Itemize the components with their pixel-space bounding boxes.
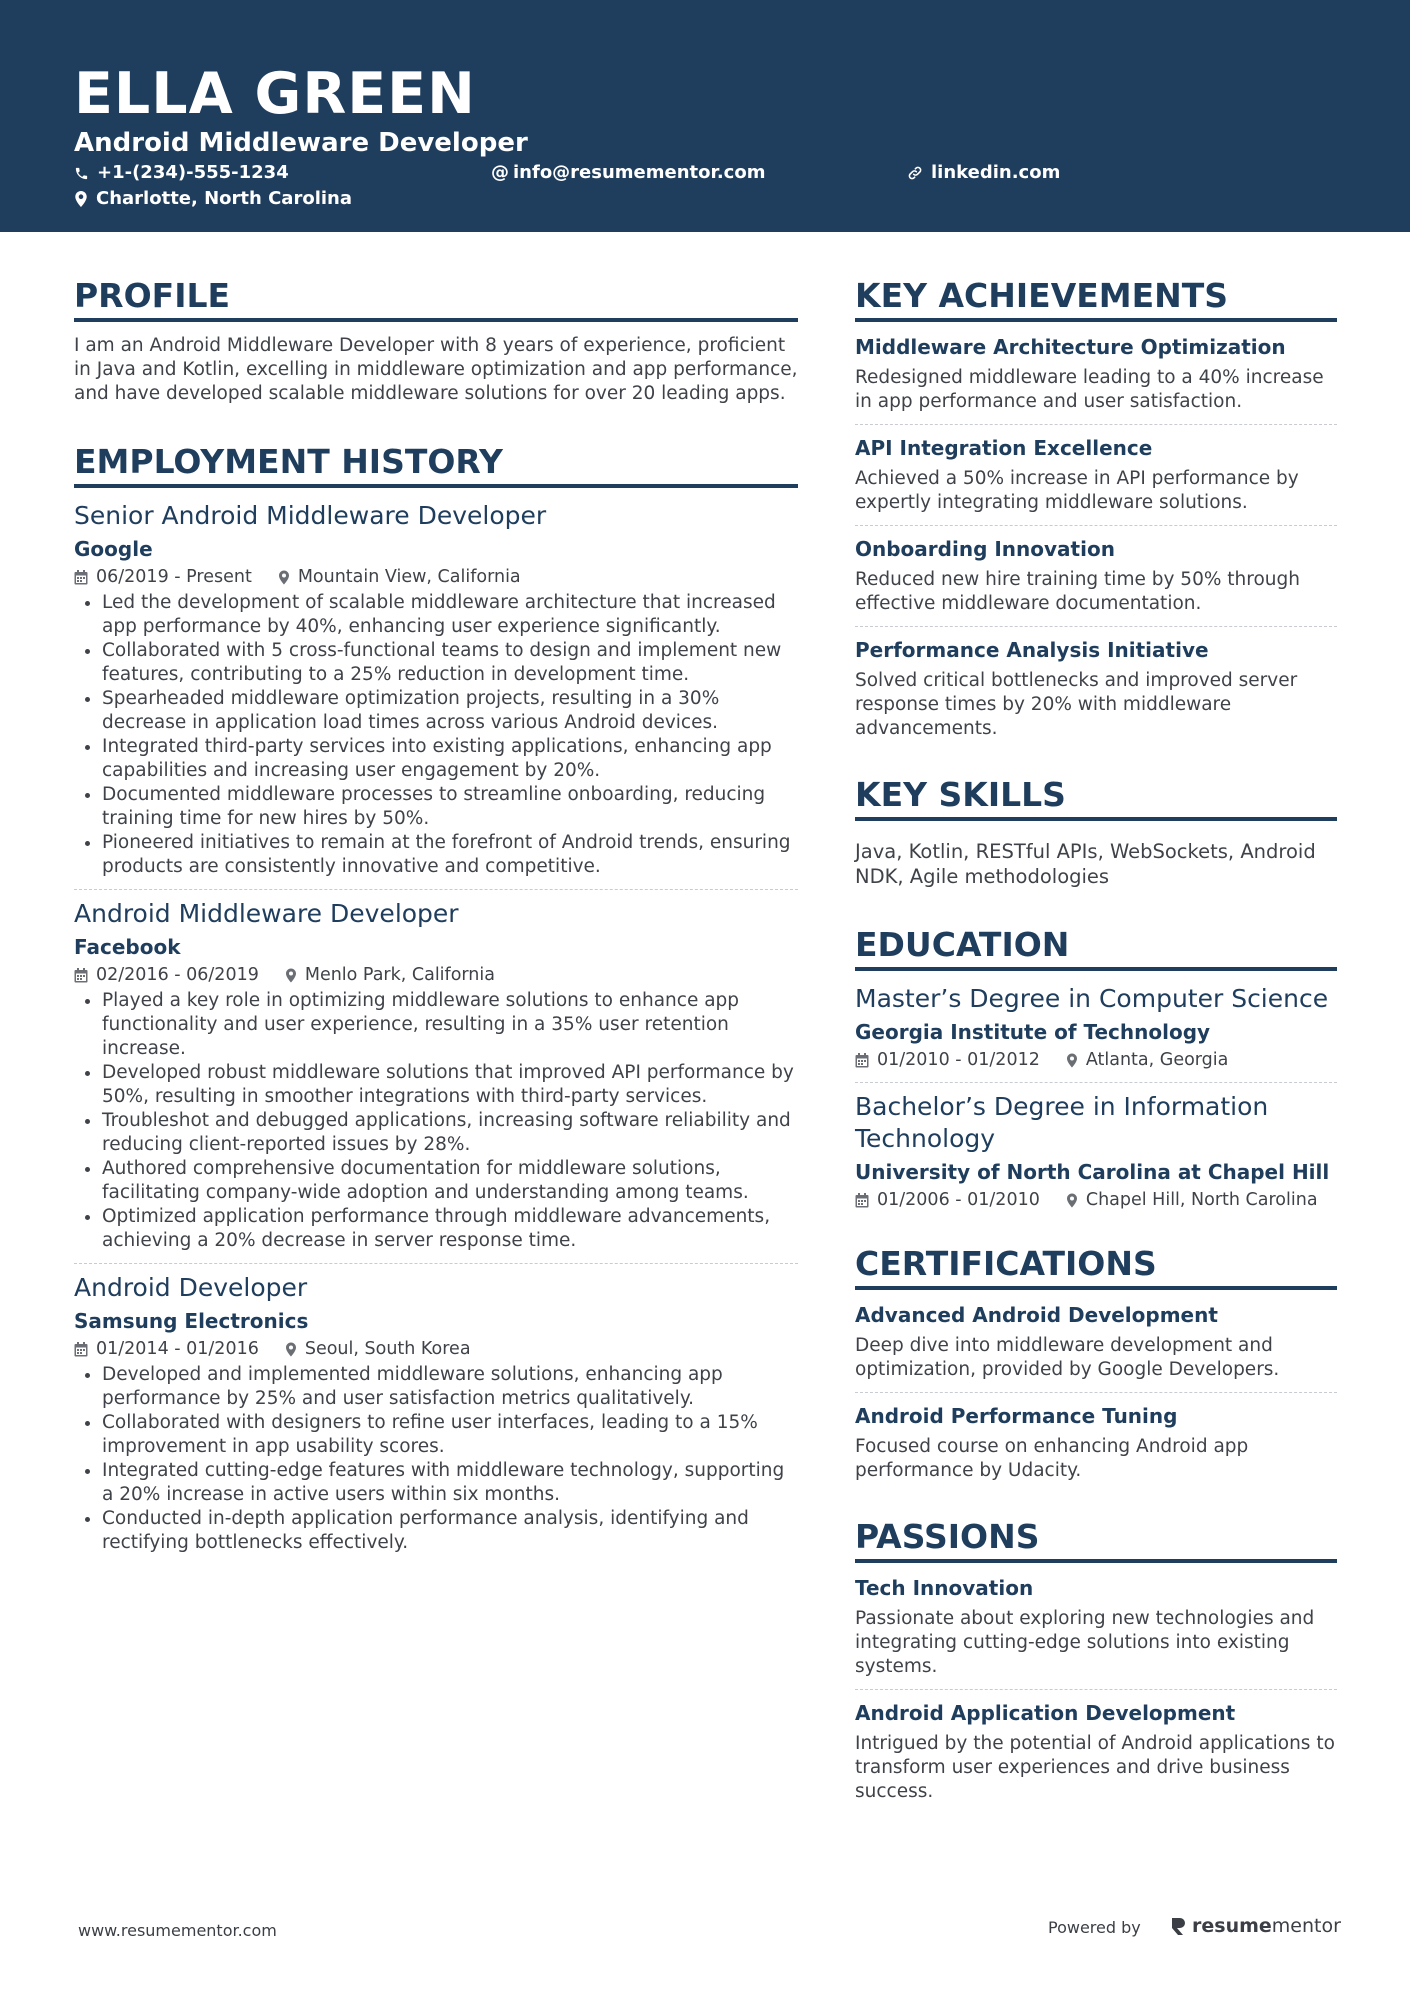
company-name: Google: [74, 537, 153, 561]
location-pin-icon: [1066, 1193, 1078, 1208]
calendar-icon: [74, 968, 88, 983]
achievements-section: [855, 276, 1337, 741]
header: [0, 0, 1410, 232]
bullet-item: • Troubleshot and debugged applications, increasing software reliability and reducing client-reported issues by 28%.: [102, 1109, 798, 1157]
right-column: [855, 276, 1337, 1804]
job-dates: 01/2014 - 01/2016: [96, 1339, 259, 1359]
footer-url[interactable]: www.resumementor.com: [78, 1921, 277, 1940]
achievement-item: [855, 435, 1337, 526]
bullet-item: • Spearheaded middleware optimization projects, resulting in a 30% decrease in application load times across various Android devices.: [102, 687, 798, 735]
location-text: Charlotte, North Carolina: [96, 188, 352, 209]
achievement-title: Middleware Architecture Optimization: [855, 335, 1286, 359]
education-heading: EDUCATION: [855, 925, 1337, 971]
divider: [855, 525, 1337, 526]
passion-title: Android Application Development: [855, 1701, 1236, 1725]
certification-item: [855, 1302, 1337, 1393]
divider: [855, 1689, 1337, 1690]
education-item: [855, 1091, 1337, 1212]
achievement-title: Performance Analysis Initiative: [855, 638, 1209, 662]
achievement-desc: Solved critical bottlenecks and improved server response times by 20% with middleware advancements.: [855, 670, 1298, 739]
education-item: [855, 983, 1337, 1083]
linkedin-contact[interactable]: [907, 161, 1060, 185]
job-location: Menlo Park, California: [304, 965, 495, 985]
bullet-item: • Integrated third-party services into existing applications, enhancing app capabilities and increasing user engagement by 20%.: [102, 735, 798, 783]
school-name: Georgia Institute of Technology: [855, 1020, 1211, 1044]
job-title: Senior Android Middleware Developer: [74, 501, 547, 530]
job-dates: 02/2016 - 06/2019: [96, 965, 259, 985]
bullet-item: • Authored comprehensive documentation for middleware solutions, facilitating company-wide adoption and understanding among teams.: [102, 1157, 798, 1205]
divider: [74, 889, 798, 890]
skills-section: [855, 775, 1337, 889]
education-location: Chapel Hill, North Carolina: [1085, 1190, 1318, 1210]
education-location: Atlanta, Georgia: [1085, 1050, 1229, 1070]
passion-title: Tech Innovation: [855, 1576, 1034, 1600]
candidate-title: Android Middleware Developer: [74, 128, 528, 158]
powered-by-label: Powered by: [1048, 1918, 1141, 1937]
job-meta: [74, 963, 798, 987]
job-entry: [74, 898, 798, 1264]
degree-title: Master’s Degree in Computer Science: [855, 984, 1329, 1013]
profile-text: I am an Android Middleware Developer with 8 years of experience, proficient in Java and Kotlin, excelling in middleware optimization and app performance, and have developed scalable middleware solutions for over 20 leading apps.: [74, 335, 798, 404]
skills-heading: KEY SKILLS: [855, 775, 1337, 821]
passions-heading: PASSIONS: [855, 1517, 1337, 1563]
email-text: info@resumementor.com: [513, 162, 766, 183]
profile-heading: PROFILE: [74, 276, 798, 322]
passion-desc: Passionate about exploring new technologies and integrating cutting-edge solutions into existing systems.: [855, 1608, 1315, 1677]
job-location: Seoul, South Korea: [304, 1339, 471, 1359]
education-meta: [855, 1048, 1337, 1072]
company-name: Facebook: [74, 935, 181, 959]
phone-icon: [74, 166, 89, 181]
bullet-item: • Developed and implemented middleware solutions, enhancing app performance by 25% and user satisfaction metrics qualitatively.: [102, 1363, 798, 1411]
bullet-item: • Collaborated with 5 cross-functional teams to design and implement new features, contributing to a 25% reduction in development time.: [102, 639, 798, 687]
bullet-item: • Led the development of scalable middleware architecture that increased app performance by 40%, enhancing user experience significantly.: [102, 591, 798, 639]
certification-desc: Focused course on enhancing Android app performance by Udacity.: [855, 1436, 1249, 1481]
passion-desc: Intrigued by the potential of Android applications to transform user experiences and drive business success.: [855, 1733, 1335, 1802]
job-bullets: [74, 1363, 798, 1555]
email-contact[interactable]: [491, 161, 765, 185]
at-icon: @: [491, 162, 509, 183]
certification-desc: Deep dive into middleware development and optimization, provided by Google Developers.: [855, 1335, 1280, 1380]
bullet-item: • Pioneered initiatives to remain at the forefront of Android trends, ensuring products are consistently innovative and competitive.: [102, 831, 798, 879]
calendar-icon: [74, 1342, 88, 1357]
achievement-item: [855, 536, 1337, 627]
bullet-item: • Collaborated with designers to refine user interfaces, leading to a 15% improvement in app usability scores.: [102, 1411, 798, 1459]
resumementor-logo[interactable]: [1170, 1915, 1341, 1937]
passions-section: [855, 1517, 1337, 1804]
employment-section: [74, 442, 798, 1555]
job-entry: [74, 500, 798, 890]
education-dates: 01/2010 - 01/2012: [877, 1050, 1040, 1070]
location-pin-icon: [278, 570, 290, 585]
job-bullets: [74, 989, 798, 1253]
job-bullets: [74, 591, 798, 879]
skills-text: Java, Kotlin, RESTful APIs, WebSockets, Android NDK, Agile methodologies: [855, 840, 1316, 888]
achievement-item: [855, 637, 1337, 741]
passion-item: [855, 1700, 1337, 1804]
bullet-item: • Optimized application performance through middleware advancements, achieving a 20% decrease in server response time.: [102, 1205, 798, 1253]
location-pin-icon: [74, 191, 88, 207]
divider: [855, 1082, 1337, 1083]
phone-text: +1-(234)-555-1234: [97, 162, 289, 183]
education-meta: [855, 1188, 1337, 1212]
divider: [855, 424, 1337, 425]
achievement-title: API Integration Excellence: [855, 436, 1153, 460]
bullet-item: • Played a key role in optimizing middleware solutions to enhance app functionality and user experience, resulting in a 35% user retention increase.: [102, 989, 798, 1061]
bullet-item: • Developed robust middleware solutions that improved API performance by 50%, resulting in smoother integrations with third-party services.: [102, 1061, 798, 1109]
phone-contact[interactable]: [74, 161, 289, 185]
location-pin-icon: [285, 968, 297, 983]
education-dates: 01/2006 - 01/2010: [877, 1190, 1040, 1210]
bullet-item: • Integrated cutting-edge features with middleware technology, supporting a 20% increase in active users within six months.: [102, 1459, 798, 1507]
calendar-icon: [74, 570, 88, 585]
linkedin-text: linkedin.com: [931, 162, 1061, 183]
certifications-heading: CERTIFICATIONS: [855, 1244, 1337, 1290]
certifications-section: [855, 1244, 1337, 1483]
company-name: Samsung Electronics: [74, 1309, 309, 1333]
job-meta: [74, 1337, 798, 1361]
job-entry: [74, 1272, 798, 1555]
divider: [855, 626, 1337, 627]
job-dates: 06/2019 - Present: [96, 567, 252, 587]
resumementor-logo-icon: [1170, 1916, 1188, 1936]
degree-title: Bachelor’s Degree in Information Technology: [855, 1092, 1269, 1153]
divider: [74, 1263, 798, 1264]
achievement-desc: Redesigned middleware leading to a 40% increase in app performance and user satisfaction.: [855, 367, 1324, 412]
employment-heading: EMPLOYMENT HISTORY: [74, 442, 798, 488]
profile-section: [74, 276, 798, 406]
bullet-item: • Conducted in-depth application performance analysis, identifying and rectifying bottlenecks effectively.: [102, 1507, 798, 1555]
job-meta: [74, 565, 798, 589]
certification-title: Android Performance Tuning: [855, 1404, 1178, 1428]
passion-item: [855, 1575, 1337, 1690]
candidate-name: ELLA GREEN: [74, 61, 476, 127]
achievements-heading: KEY ACHIEVEMENTS: [855, 276, 1337, 322]
calendar-icon: [855, 1053, 869, 1068]
divider: [855, 1392, 1337, 1393]
job-title: Android Developer: [74, 1273, 308, 1302]
location-contact: [74, 187, 352, 211]
achievement-desc: Achieved a 50% increase in API performance by expertly integrating middleware solutions.: [855, 468, 1299, 513]
school-name: University of North Carolina at Chapel Hill: [855, 1160, 1330, 1184]
brand-bold: resume: [1192, 1915, 1272, 1937]
achievement-desc: Reduced new hire training time by 50% through effective middleware documentation.: [855, 569, 1300, 614]
achievement-title: Onboarding Innovation: [855, 537, 1115, 561]
achievement-item: [855, 334, 1337, 425]
job-title: Android Middleware Developer: [74, 899, 459, 928]
location-pin-icon: [1066, 1053, 1078, 1068]
certification-item: [855, 1403, 1337, 1483]
brand-rest: mentor: [1271, 1915, 1341, 1937]
certification-title: Advanced Android Development: [855, 1303, 1218, 1327]
left-column: [74, 276, 798, 1555]
education-section: [855, 925, 1337, 1212]
calendar-icon: [855, 1193, 869, 1208]
location-pin-icon: [285, 1342, 297, 1357]
bullet-item: • Documented middleware processes to streamline onboarding, reducing training time for new hires by 50%.: [102, 783, 798, 831]
link-icon: [907, 165, 923, 181]
job-location: Mountain View, California: [297, 567, 521, 587]
